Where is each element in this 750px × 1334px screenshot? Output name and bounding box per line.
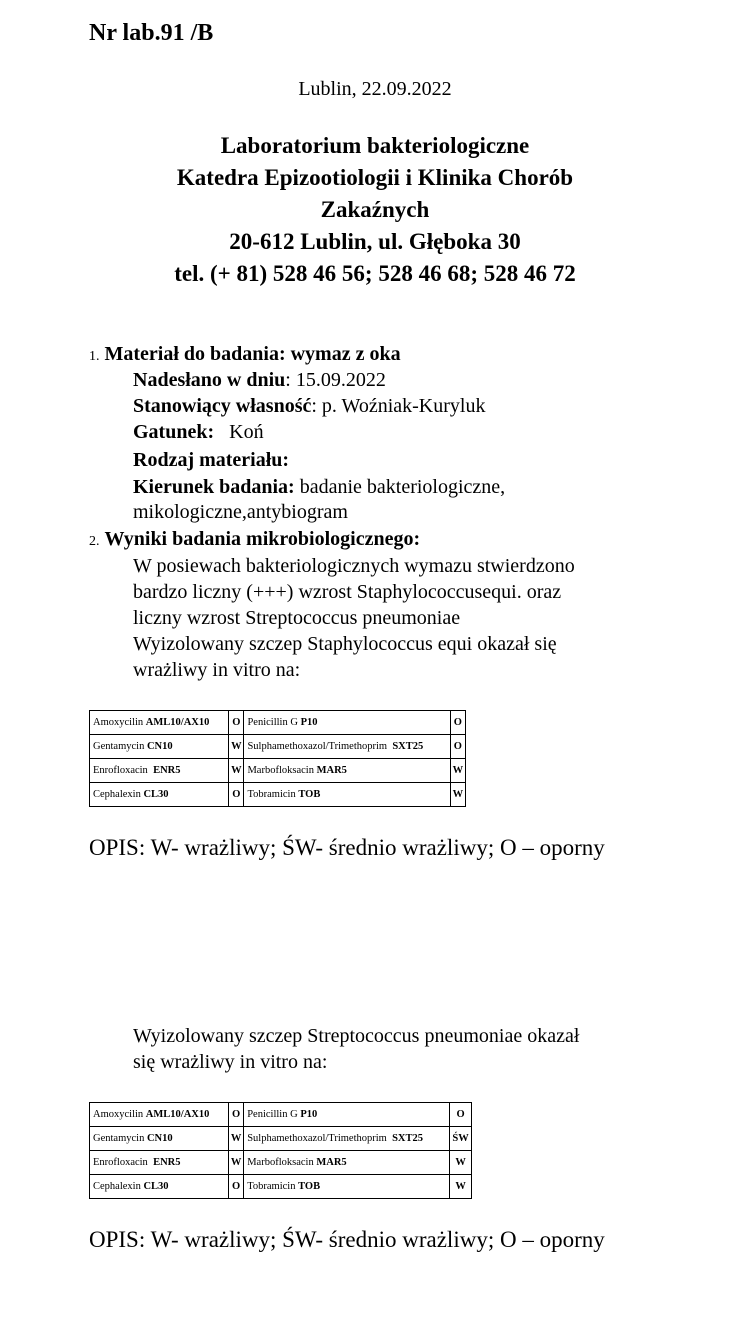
table-row	[90, 735, 466, 759]
drug-cell: Gentamycin CN10	[90, 735, 229, 759]
table-row	[90, 1151, 472, 1175]
drug-cell: Marbofloksacin MAR5	[244, 1151, 450, 1175]
direction-line-cont: mikologiczne,antybiogram	[133, 501, 348, 523]
header-line: Laboratorium bakteriologiczne	[220, 133, 530, 158]
result-cell: ŚW	[450, 1127, 472, 1151]
results-paragraph	[133, 553, 693, 683]
direction-label: Kierunek badania:	[133, 476, 295, 498]
result-cell: O	[450, 1103, 472, 1127]
drug-cell: Amoxycilin AML10/AX10	[90, 1103, 229, 1127]
drug-cell: Sulphamethoxazol/Trimethoprim SXT25	[244, 1127, 450, 1151]
header-line: 20-612 Lublin, ul. Głęboka 30	[229, 229, 521, 254]
streptococcus-line: się wrażliwy in vitro na:	[133, 1051, 328, 1073]
result-cell: W	[450, 1175, 472, 1199]
drug-cell: Sulphamethoxazol/Trimethoprim SXT25	[244, 735, 450, 759]
direction-value: badanie bakteriologiczne,	[294, 476, 506, 498]
date-line: Lublin, 22.09.2022	[298, 78, 452, 100]
table-row	[90, 1103, 472, 1127]
result-cell: O	[450, 711, 465, 735]
drug-cell: Amoxycilin AML10/AX10	[90, 711, 229, 735]
section2-number: 2.	[89, 534, 100, 549]
section2-title: Wyniki badania mikrobiologicznego:	[104, 528, 421, 550]
sent-value: : 15.09.2022	[285, 369, 386, 391]
legend-text: OPIS: W- wrażliwy; ŚW- średnio wrażliwy; O – oporny	[89, 1227, 605, 1252]
results-line: W posiewach bakteriologicznych wymazu stwierdzono	[133, 555, 575, 577]
drug-cell: Penicillin G P10	[244, 711, 450, 735]
header-line: Zakaźnych	[320, 197, 430, 222]
material-label: Rodzaj materiału:	[133, 449, 290, 471]
drug-cell: Cephalexin CL30	[90, 783, 229, 807]
result-cell: W	[229, 1127, 244, 1151]
species-label: Gatunek:	[133, 421, 215, 443]
owner-label: Stanowiący własność	[133, 395, 312, 417]
table-row	[90, 759, 466, 783]
drug-cell: Penicillin G P10	[244, 1103, 450, 1127]
result-cell: W	[229, 759, 244, 783]
species-line	[133, 420, 264, 445]
result-cell: W	[229, 1151, 244, 1175]
results-line: bardzo liczny (+++) wzrost Staphylococcusequi. oraz	[133, 581, 562, 603]
antibiogram-table-streptococcus	[89, 1102, 472, 1199]
drug-cell: Gentamycin CN10	[90, 1127, 229, 1151]
antibiogram-table-staphylococcus	[89, 710, 466, 807]
drug-cell: Cephalexin CL30	[90, 1175, 229, 1199]
streptococcus-paragraph	[133, 1023, 693, 1075]
table-row	[90, 1175, 472, 1199]
section2-heading	[89, 527, 420, 554]
drug-cell: Enrofloxacin ENR5	[90, 759, 229, 783]
result-cell: W	[450, 1151, 472, 1175]
results-line: Wyizolowany szczep Staphylococcus equi okazał się	[133, 633, 557, 655]
drug-cell: Tobramicin TOB	[244, 783, 450, 807]
table-row	[90, 1127, 472, 1151]
results-line: wrażliwy in vitro na:	[133, 659, 301, 681]
drug-cell: Marbofloksacin MAR5	[244, 759, 450, 783]
legend-text: OPIS: W- wrażliwy; ŚW- średnio wrażliwy; O – oporny	[89, 835, 605, 860]
header-line: Katedra Epizootiologii i Klinika Chorób	[176, 165, 574, 190]
results-line: liczny wzrost Streptococcus pneumoniae	[133, 607, 461, 629]
result-cell: O	[229, 1175, 244, 1199]
section1-number: 1.	[89, 349, 100, 364]
result-cell: O	[229, 711, 244, 735]
result-cell: W	[450, 759, 465, 783]
sent-date-line	[133, 368, 386, 393]
result-cell: O	[229, 783, 244, 807]
result-cell: O	[450, 735, 465, 759]
species-value: Koń	[229, 421, 264, 443]
table-row	[90, 783, 466, 807]
lab-number: Nr lab.91 /B	[89, 20, 214, 46]
owner-line	[133, 394, 485, 419]
sent-label: Nadesłano w dniu	[133, 369, 286, 391]
lab-header	[0, 130, 750, 290]
result-cell: O	[229, 1103, 244, 1127]
streptococcus-line: Wyizolowany szczep Streptococcus pneumoniae okazał	[133, 1025, 580, 1047]
section1-title: Materiał do badania: wymaz z oka	[104, 343, 401, 365]
section1-heading	[89, 342, 401, 369]
direction-line	[133, 475, 505, 500]
table-row	[90, 711, 466, 735]
header-line: tel. (+ 81) 528 46 56; 528 46 68; 528 46 72	[174, 261, 576, 286]
material-line	[133, 448, 289, 473]
result-cell: W	[450, 783, 465, 807]
owner-value: : p. Woźniak-Kuryluk	[311, 395, 486, 417]
result-cell: W	[229, 735, 244, 759]
drug-cell: Enrofloxacin ENR5	[90, 1151, 229, 1175]
drug-cell: Tobramicin TOB	[244, 1175, 450, 1199]
